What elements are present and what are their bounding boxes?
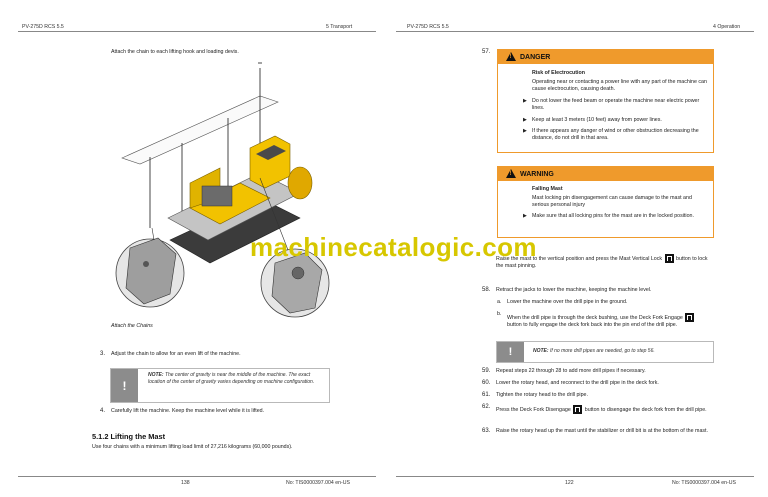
step-58a-text: Lower the machine over the drill pipe in the ground. [507,299,628,305]
right-footer-rule [396,476,754,477]
left-footer-rule [18,476,376,477]
step-62-text-b: button to disengage the deck fork from the drill pipe. [584,406,707,413]
step-62-number: 62. [482,404,491,410]
right-note-exclamation-icon: ! [497,342,524,362]
left-header-rule [18,31,376,32]
step-58b-text-b: button to fully engage the deck fork back into the pin end of the drill pipe. [507,322,678,329]
step-62-text-a: Press the Deck Fork Disengage [496,406,571,413]
danger-box [497,49,714,153]
note-body: The center of gravity is near the middle of the machine. The exact location of the center of gravity varies depending on machine configuration. [148,372,315,385]
step-59-number: 59. [482,368,491,374]
left-note-text [148,372,324,386]
right-note-text [533,348,709,355]
step-3-text: Adjust the chain to allow for an even lift of the machine. [111,351,241,357]
danger-header [498,50,713,64]
danger-bullet-1: ▶ Do not lower the feed beam or operate the machine near electric power lines. [532,98,708,112]
step-58-number: 58. [482,287,491,293]
danger-bullet-2: ▶ Keep at least 3 meters (10 feet) away from power lines. [532,117,708,124]
step-3-number: 3. [100,351,106,357]
deck-fork-engage-icon [685,313,694,322]
left-note-box [110,368,330,403]
mast-vertical-lock-icon [665,254,674,263]
step-59-text: Repeat steps 22 through 28 to add more drill pipes if necessary. [496,368,646,374]
step-58b-text-a: When the drill pipe is through the deck bushing, use the Deck Fork Engage [507,314,683,321]
right-header-model: PV-275D RCS 5.5 [407,24,449,30]
right-note-label: NOTE: [533,348,549,354]
step-60-number: 60. [482,380,491,386]
deck-fork-disengage-icon [573,405,582,414]
right-header-section: 4 Operation [713,24,741,30]
step-61-text: Tighten the rotary head to the drill pipe. [496,392,588,398]
danger-warning-icon: ! [506,52,516,61]
warning-triangle-icon: ! [506,169,516,178]
step-58a-letter: a. [497,299,502,305]
step-61-number: 61. [482,392,491,398]
step-58-text: Retract the jacks to lower the machine, keeping the machine level. [496,287,652,293]
right-page-number: 122 [565,480,574,486]
section-title: 5.1.2 Lifting the Mast [92,432,166,441]
warning-text: Mast locking pin disengagement can cause damage to the mast and serious personal injury [532,195,692,209]
warning-box [497,166,714,238]
right-header-rule [396,31,754,32]
warning-title: WARNING [520,170,554,178]
danger-text: Operating near or contacting a power line with any part of the machine can cause electrocution, causing death. [532,79,707,93]
section-text: Use four chains with a minimum lifting load limit of 27,216 kilograms (60,000 pounds). [92,444,293,450]
watermark: machinecatalogic.com [250,232,537,262]
intro-text: Attach the chain to each lifting hook and loading devis. [111,49,239,55]
step-58b-letter: b. [497,311,502,317]
step-60-text: Lower the rotary head, and reconnect to the drill pipe in the deck fork. [496,380,659,386]
right-note-body: If no more drill pipes are needed, go to step 56. [549,348,655,354]
raise-mast-text-a: Raise the mast to the vertical position and press the Mast Vertical Lock [496,255,663,262]
figure-caption: Attach the Chains [111,323,153,329]
step-4-number: 4. [100,408,106,414]
step-63-text: Raise the rotary head up the mast until the stabilizer or drill bit is at the bottom of the mast. [496,428,708,434]
left-header-section: 5 Transport [326,24,353,30]
step-63-number: 63. [482,428,491,434]
warning-bullet-1: ▶ Make sure that all locking pins for the mast are in the locked position. [532,213,708,220]
machine-lifting-illustration [110,58,335,328]
note-label: NOTE: [148,372,164,378]
note-exclamation-icon: ! [111,369,138,402]
danger-bullet-3: ▶ If there appears any danger of wind or other obstruction decreasing the distance, do not drill in that area. [532,128,708,142]
warning-header [498,167,713,181]
danger-title: DANGER [520,53,551,61]
danger-subtitle: Risk of Electrocution [532,70,585,76]
left-doc-number: No: TIS0000397.004 en-US [286,480,350,486]
step-4-text: Carefully lift the machine. Keep the machine level while it is lifted. [111,408,265,414]
right-note-box [496,341,714,363]
warning-subtitle: Falling Mast [532,186,563,192]
left-page-number: 138 [181,480,190,486]
right-doc-number: No: TIS0000397.004 en-US [672,480,736,486]
step-58b-text [507,313,711,329]
raise-mast-text-b: button to lock the mast pinning. [496,255,708,270]
left-header-model: PV-275D RCS 5.5 [22,24,64,30]
step-57-number: 57. [482,49,491,55]
step-62-text [496,405,712,414]
